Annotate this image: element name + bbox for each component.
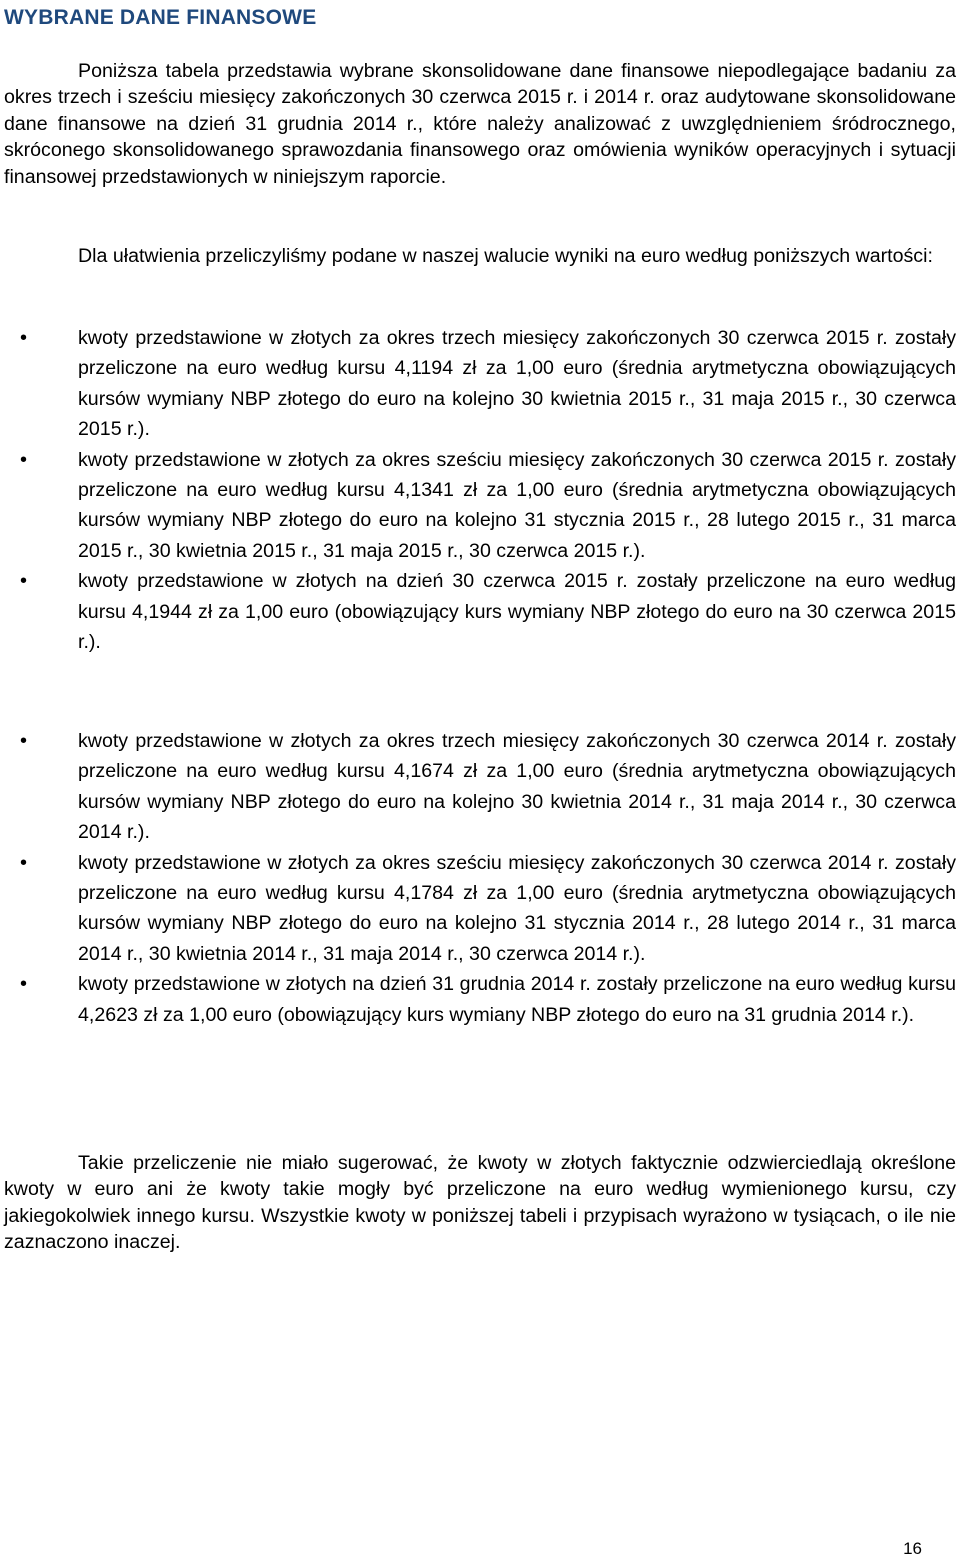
bullet-icon: • [20,851,28,874]
list-item [4,566,956,657]
section-heading: WYBRANE DANE FINANSOWE [4,6,317,29]
bullet-icon: • [20,327,28,349]
conversion-paragraph [4,243,956,269]
list-item-text: kwoty przedstawione w złotych za okres sześciu miesięcy zakończonych 30 czerwca 2014 r. zostały przeliczone na euro według kursu 4,1784 zł za 1,00 euro (średnia arytmetyczna obowiązujących kursów wymiany NBP złotego do euro na kolejno 31 stycznia 2014 r., 28 lutego 2014 r., 31 marca 2014 r., 30 kwietnia 2014 r., 31 maja 2014 r., 30 czerwca 2014 r.). [78,851,956,965]
list-item [4,969,956,1030]
list-item-text: kwoty przedstawione w złotych za okres trzech miesięcy zakończonych 30 czerwca 2014 r. zostały przeliczone na euro według kursu 4,1674 zł za 1,00 euro (średnia arytmetyczna obowiązujących kursów wymiany NBP złotego do euro na kolejno 30 kwietnia 2014 r., 31 maja 2014 r., 30 czerwca 2014 r.). [78,730,956,844]
exchange-rate-list-2014 [4,726,956,1030]
list-item [4,726,956,848]
closing-paragraph [4,1150,956,1256]
bullet-icon: • [20,570,28,593]
list-item [4,323,956,445]
closing-paragraph-text: Takie przeliczenie nie miało sugerować, że kwoty w złotych faktycznie odzwierciedlają określone kwoty w euro ani że kwoty takie mogły być przeliczone na euro według wymienionego kursu, czy jakiegokolwiek innego kursu. Wszystkie kwoty w poniższej tabeli i przypisach wyrażono w tysiącach, o ile nie zaznaczono inaczej. [4,1152,956,1254]
list-item-text: kwoty przedstawione w złotych za okres sześciu miesięcy zakończonych 30 czerwca 2015 r. zostały przeliczone na euro według kursu 4,1341 zł za 1,00 euro (średnia arytmetyczna obowiązujących kursów wymiany NBP złotego do euro na kolejno 31 stycznia 2015 r., 28 lutego 2015 r., 31 marca 2015 r., 30 kwietnia 2015 r., 31 maja 2015 r., 30 czerwca 2015 r.). [78,448,956,562]
intro-paragraph [4,58,956,190]
list-item-text: kwoty przedstawione w złotych na dzień 30 czerwca 2015 r. zostały przeliczone na euro według kursu 4,1944 zł za 1,00 euro (obowiązujący kurs wymiany NBP złotego do euro na 30 czerwca 2015 r.). [78,570,956,654]
list-item-text: kwoty przedstawione w złotych za okres trzech miesięcy zakończonych 30 czerwca 2015 r. zostały przeliczone na euro według kursu 4,1194 zł za 1,00 euro (średnia arytmetyczna obowiązujących kursów wymiany NBP złotego do euro na kolejno 30 kwietnia 2015 r., 31 maja 2015 r., 30 czerwca 2015 r.). [78,327,956,441]
bullet-icon: • [20,730,28,752]
conversion-paragraph-text: Dla ułatwienia przeliczyliśmy podane w naszej walucie wyniki na euro według poniższych wartości: [78,245,933,267]
bullet-icon: • [20,448,28,471]
exchange-rate-list-2015 [4,323,956,657]
list-item [4,445,956,567]
list-item-text: kwoty przedstawione w złotych na dzień 31 grudnia 2014 r. zostały przeliczone na euro według kursu 4,2623 zł za 1,00 euro (obowiązujący kurs wymiany NBP złotego do euro na 31 grudnia 2014 r.). [78,973,956,1026]
bullet-icon: • [20,973,28,996]
list-item [4,848,956,970]
page-number: 16 [903,1539,922,1558]
intro-paragraph-text: Poniższa tabela przedstawia wybrane skonsolidowane dane finansowe niepodlegające badaniu za okres trzech i sześciu miesięcy zakończonych 30 czerwca 2015 r. i 2014 r. oraz audytowane skonsolidowane dane finansowe na dzień 31 grudnia 2014 r., które należy analizować z uwzględnieniem śródrocznego, skróconego skonsolidowanego sprawozdania finansowego oraz omówienia wyników operacyjnych i sytuacji finansowej przedstawionych w niniejszym raporcie. [4,60,956,188]
